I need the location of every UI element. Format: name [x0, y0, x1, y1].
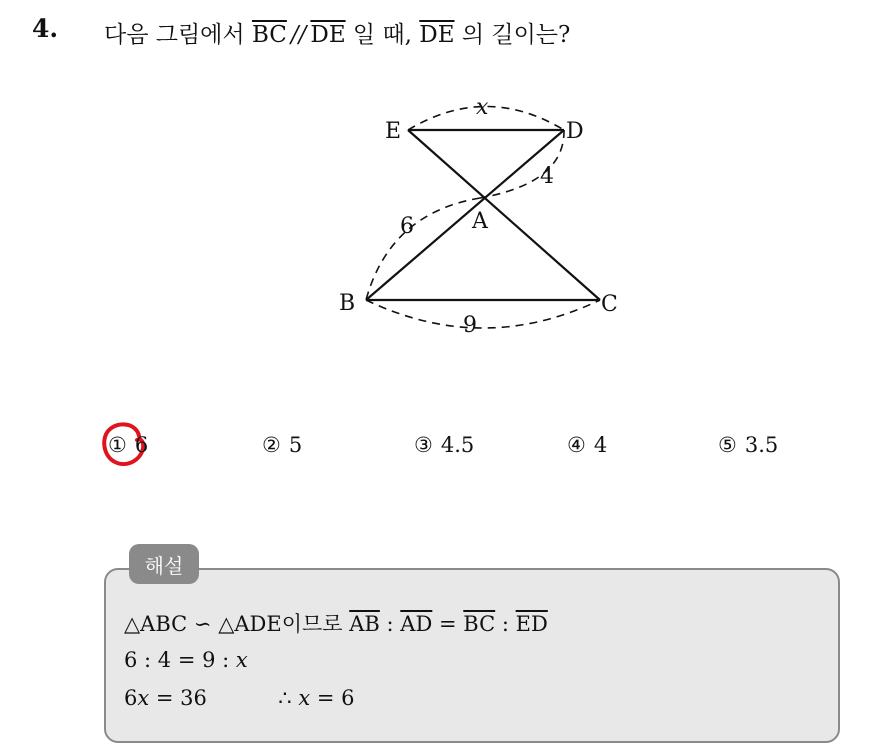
choice-3-mark: ③ [414, 433, 433, 457]
segment-db [366, 130, 564, 300]
solution-line-3 [124, 686, 354, 710]
solution-line-2 [124, 648, 248, 672]
choice-1[interactable] [108, 433, 148, 457]
question-text [104, 16, 570, 49]
choice-4-value: 4 [593, 433, 608, 457]
segment-bc-sol: $\overline{BC}$ [463, 612, 496, 636]
choice-3[interactable] [414, 433, 474, 457]
choice-4[interactable] [567, 433, 607, 457]
choice-3-value: 4.5 [440, 433, 475, 457]
question-prefix: 다음 그림에서 [104, 22, 245, 48]
question-mid: 일 때, [352, 22, 412, 48]
equals-36: = 36 [149, 686, 207, 710]
choice-1-value: 6 [134, 433, 149, 457]
point-d-label: D [566, 119, 584, 144]
segment-bc: $\overline{BC}$ [251, 22, 287, 48]
solution-line-1 [124, 608, 548, 638]
choice-5[interactable] [718, 433, 778, 457]
question-suffix: 의 길이는? [461, 22, 571, 48]
colon-2: : [501, 612, 509, 636]
segment-ab: $\overline{AB}$ [349, 612, 380, 636]
choice-2-mark: ② [262, 433, 281, 457]
point-e-label: E [385, 119, 402, 144]
segment-de-2: $\overline{DE}$ [419, 22, 455, 48]
label-bc: 9 [463, 313, 477, 338]
solution-text: 이므로 [281, 612, 343, 636]
choice-4-mark: ④ [567, 433, 586, 457]
equals-6: = 6 [310, 686, 355, 710]
therefore-symbol: ∴ [278, 686, 292, 710]
figure-svg [330, 88, 630, 338]
dashed-arc-bc [366, 300, 600, 328]
label-ad: 4 [540, 164, 554, 189]
colon-1: : [386, 612, 394, 636]
choice-2[interactable] [262, 433, 302, 457]
parallel-symbol: // [290, 22, 307, 48]
choice-2-value: 5 [288, 433, 303, 457]
proportion-text: 6 : 4 = 9 : [124, 648, 236, 672]
point-a-label: A [472, 209, 488, 234]
equals-sign: = [439, 612, 457, 636]
segment-ec [408, 130, 600, 300]
question-number: 4. [32, 14, 59, 43]
segment-ed-sol: $\overline{ED}$ [515, 612, 548, 636]
geometry-figure [330, 88, 630, 338]
label-ab: 6 [400, 214, 414, 239]
segment-ad: $\overline{AD}$ [400, 612, 433, 636]
segment-de: $\overline{DE}$ [310, 22, 346, 48]
triangle-ade: △ADE [218, 612, 282, 636]
choice-5-value: 3.5 [744, 433, 779, 457]
coef-6: 6 [124, 686, 138, 710]
var-x-3: x [298, 686, 311, 710]
similar-symbol: ∽ [193, 612, 212, 636]
point-b-label: B [339, 291, 356, 316]
var-x: x [235, 648, 248, 672]
triangle-abc: △ABC [124, 612, 188, 636]
label-x: x [476, 95, 489, 120]
choice-1-mark: ① [108, 433, 127, 457]
point-c-label: C [601, 292, 618, 317]
solution-tag: 해설 [129, 544, 199, 584]
var-x-2: x [137, 686, 150, 710]
choice-5-mark: ⑤ [718, 433, 737, 457]
